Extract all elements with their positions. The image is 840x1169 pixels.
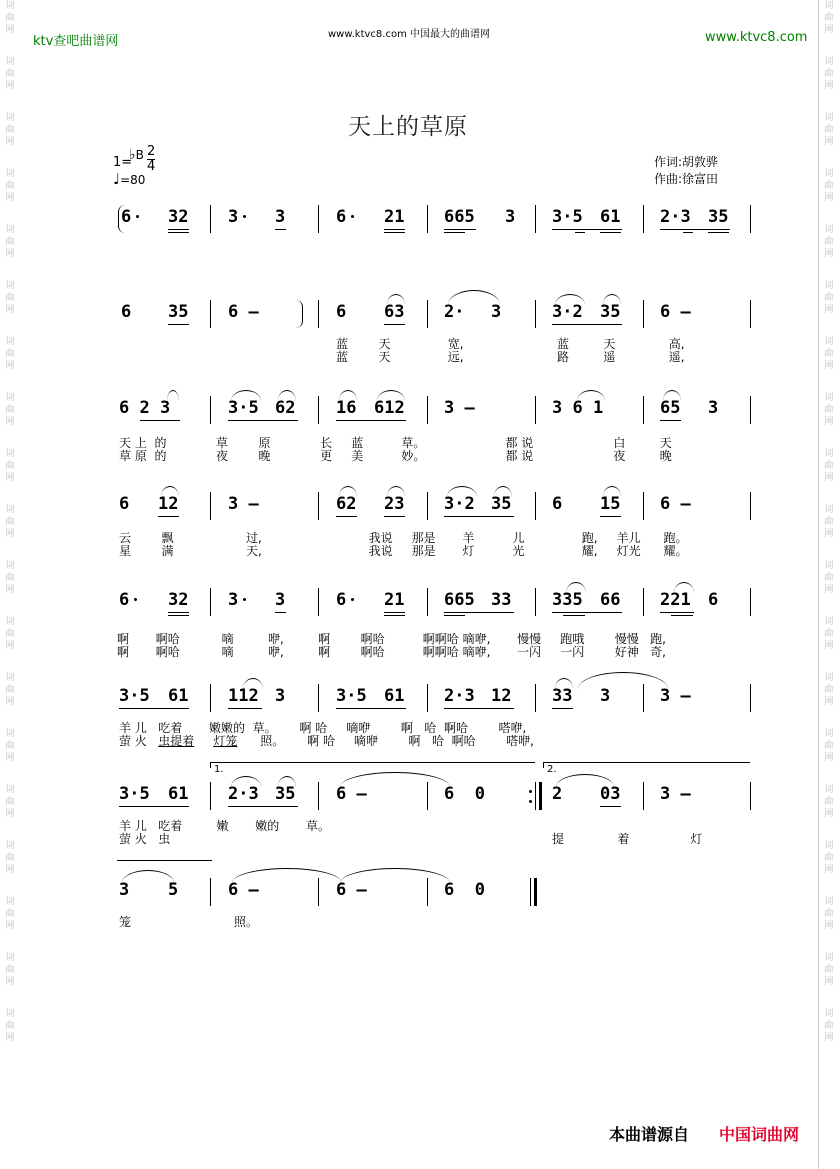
- note: 3: [275, 207, 286, 227]
- watermark-char: 词: [5, 169, 15, 179]
- watermark-char: 曲: [824, 965, 834, 975]
- watermark-char: 网: [824, 1033, 834, 1043]
- watermark-char: 曲: [824, 69, 834, 79]
- watermark-char: 词: [824, 505, 834, 515]
- watermark-char: 曲: [5, 181, 15, 191]
- time-signature-bottom: 4: [147, 159, 156, 174]
- watermark-char: 网: [824, 921, 834, 931]
- watermark-char: 曲: [824, 573, 834, 583]
- watermark-char: 曲: [824, 909, 834, 919]
- time-signature-top: 2: [147, 144, 156, 159]
- watermark-char: 曲: [824, 461, 834, 471]
- watermark-char: 词: [824, 57, 834, 67]
- watermark-char: 词: [824, 617, 834, 627]
- watermark-char: 词: [824, 337, 834, 347]
- watermark-char: 词: [824, 1009, 834, 1019]
- watermark-char: 词: [824, 1, 834, 11]
- watermark-char: 曲: [824, 181, 834, 191]
- second-ending-label: 2.: [547, 764, 557, 775]
- watermark-char: 曲: [5, 853, 15, 863]
- key-label: 1=: [113, 155, 133, 170]
- watermark-char: 网: [824, 137, 834, 147]
- score-row-2: 6 35 6 – 6 63 2· 3 3·2 35 6 – 蓝 天 宽, 蓝 天 远, 蓝 天 高, 路 遥 遥,: [0, 300, 840, 370]
- watermark-char: 词: [824, 729, 834, 739]
- watermark-char: 网: [5, 977, 15, 987]
- watermark-char: 网: [824, 585, 834, 595]
- watermark-char: 曲: [824, 237, 834, 247]
- watermark-char: 曲: [824, 1021, 834, 1031]
- watermark-char: 词: [824, 673, 834, 683]
- watermark-char: 网: [5, 921, 15, 931]
- watermark-char: 词: [5, 505, 15, 515]
- watermark-char: 网: [824, 865, 834, 875]
- watermark-char: 曲: [5, 517, 15, 527]
- song-title: 天上的草原: [348, 114, 468, 140]
- score-row-5: 6 32 3 3 6 21 665 33 335 66 221 6 啊 啊哈 嘀 咿, 啊 啊哈 啊啊哈 嘀咿, 慢慢 跑哦 慢慢 跑, 啊 啊哈 嘀 咿, 啊 啊哈 啊啊哈 嘀咿, 一闪 一闪 好神 奇,: [0, 588, 840, 658]
- watermark-char: 曲: [824, 405, 834, 415]
- watermark-char: 网: [5, 25, 15, 35]
- watermark-char: 词: [5, 449, 15, 459]
- watermark-char: 曲: [5, 1021, 15, 1031]
- watermark-char: 网: [5, 809, 15, 819]
- note: 6: [121, 207, 132, 227]
- note: 3: [505, 207, 516, 227]
- watermark-char: 曲: [5, 13, 15, 23]
- watermark-char: 网: [824, 473, 834, 483]
- watermark-char: 网: [824, 249, 834, 259]
- watermark-char: 网: [5, 865, 15, 875]
- site-name-left[interactable]: ktv查吧曲谱网: [33, 34, 119, 49]
- watermark-char: 网: [5, 249, 15, 259]
- watermark-char: 网: [824, 977, 834, 987]
- edge-divider: [818, 0, 819, 1169]
- watermark-char: 网: [5, 529, 15, 539]
- watermark-char: 曲: [5, 405, 15, 415]
- note: 21: [384, 207, 405, 227]
- note: 3·5: [552, 207, 583, 227]
- score-row-8: 3 5 6 – 6 – 6 0 笼 照。: [0, 878, 840, 948]
- watermark-char: 网: [824, 697, 834, 707]
- watermark-char: 词: [824, 953, 834, 963]
- watermark-char: 曲: [824, 517, 834, 527]
- watermark-char: 网: [824, 753, 834, 763]
- watermark-char: 词: [5, 393, 15, 403]
- watermark-char: 网: [5, 361, 15, 371]
- composer-credit: 作曲:徐富田: [654, 172, 719, 186]
- watermark-char: 网: [824, 361, 834, 371]
- site-tagline: www.ktvc8.com 中国最大的曲谱网: [328, 29, 491, 40]
- first-ending-label: 1.: [214, 764, 224, 775]
- tempo-marking: ♩=80: [113, 170, 146, 188]
- watermark-char: 曲: [5, 965, 15, 975]
- watermark-char: 网: [824, 529, 834, 539]
- watermark-char: 网: [824, 305, 834, 315]
- lyricist-credit: 作词:胡敦骅: [654, 155, 719, 169]
- edge-watermark-right: [821, 0, 837, 1169]
- watermark-char: 曲: [5, 349, 15, 359]
- score-row-7: 1. 2. 3·5 61 2·3 35 6 – 6 0 2 03 3 – 羊 儿 吃着 嫩 嫩的 草。 萤 火 虫 提 着 灯: [0, 782, 840, 852]
- watermark-char: 曲: [5, 237, 15, 247]
- score-row-6: 3·5 61 112 3 3·5 61 2·3 12 33 3 3 – 羊 儿 吃着 嫩嫩的 草。 啊 哈 嘀咿 啊 哈 啊哈 嗒咿, 萤 火 虫提着 灯笼 照。 啊 哈 嘀咿 啊 哈 啊哈 嗒咿,: [0, 684, 840, 754]
- watermark-char: 曲: [5, 69, 15, 79]
- watermark-char: 词: [5, 1, 15, 11]
- watermark-char: 网: [5, 753, 15, 763]
- watermark-char: 曲: [824, 13, 834, 23]
- note: 665: [444, 207, 475, 227]
- watermark-char: 词: [824, 225, 834, 235]
- quarter-note-icon: ♩: [113, 170, 121, 188]
- watermark-char: 网: [824, 417, 834, 427]
- score-row-1: [0, 205, 840, 275]
- watermark-char: 词: [5, 57, 15, 67]
- watermark-char: 曲: [5, 685, 15, 695]
- watermark-char: 曲: [5, 293, 15, 303]
- watermark-char: 词: [824, 393, 834, 403]
- watermark-char: 网: [5, 585, 15, 595]
- watermark-char: 网: [5, 137, 15, 147]
- watermark-char: 曲: [5, 573, 15, 583]
- watermark-char: 网: [5, 417, 15, 427]
- watermark-char: 词: [5, 953, 15, 963]
- watermark-char: 曲: [5, 909, 15, 919]
- note: 2·3: [660, 207, 691, 227]
- note: 32: [168, 207, 189, 227]
- note: 6: [336, 207, 347, 227]
- watermark-char: 曲: [824, 685, 834, 695]
- watermark-char: 网: [5, 1033, 15, 1043]
- watermark-char: 词: [5, 1009, 15, 1019]
- watermark-char: 词: [5, 337, 15, 347]
- watermark-char: 曲: [5, 461, 15, 471]
- watermark-char: 曲: [824, 293, 834, 303]
- watermark-char: 网: [5, 305, 15, 315]
- score-row-3: 6 2 3 3·5 62 16 612 3 – 3 6 1 65 3 天 上 的 草 原 长 蓝 草。 都 说 白 天 草 原 的 夜 晚 更 美 妙。 都 说 夜 晚: [0, 396, 840, 466]
- watermark-char: 曲: [824, 853, 834, 863]
- watermark-char: 网: [824, 25, 834, 35]
- watermark-char: 词: [5, 785, 15, 795]
- note: 3: [228, 207, 239, 227]
- watermark-char: 词: [5, 225, 15, 235]
- duration-dot: [136, 215, 139, 218]
- watermark-char: 网: [824, 193, 834, 203]
- watermark-char: 网: [5, 641, 15, 651]
- watermark-char: 词: [824, 449, 834, 459]
- watermark-char: 曲: [824, 797, 834, 807]
- watermark-char: 曲: [5, 741, 15, 751]
- note: 35: [708, 207, 729, 227]
- watermark-char: 曲: [5, 125, 15, 135]
- watermark-char: 网: [824, 81, 834, 91]
- watermark-char: 词: [5, 561, 15, 571]
- site-url-right[interactable]: www.ktvc8.com: [705, 30, 808, 45]
- watermark-char: 曲: [824, 741, 834, 751]
- watermark-char: 词: [824, 281, 834, 291]
- time-signature: [147, 145, 155, 174]
- watermark-char: 词: [824, 897, 834, 907]
- watermark-char: 词: [5, 113, 15, 123]
- watermark-char: 网: [5, 697, 15, 707]
- watermark-char: 曲: [824, 125, 834, 135]
- watermark-char: 词: [5, 281, 15, 291]
- footer-source-site[interactable]: 中国词曲网: [719, 1125, 800, 1144]
- watermark-char: 词: [824, 561, 834, 571]
- watermark-char: 曲: [5, 797, 15, 807]
- score-row-4: 6 12 3 – 62 23 3·2 35 6 15 6 – 云 飘 过, 我说 那是 羊 儿 跑, 羊儿 跑。 星 满 天, 我说 那是 灯 光 耀, 灯光 耀。: [0, 492, 840, 562]
- watermark-char: 词: [824, 169, 834, 179]
- watermark-char: 曲: [5, 629, 15, 639]
- watermark-char: 词: [824, 113, 834, 123]
- watermark-char: 网: [824, 641, 834, 651]
- repeat-bracket-end: [296, 300, 303, 328]
- watermark-char: 词: [5, 729, 15, 739]
- footer-source-label: 本曲谱源自: [609, 1125, 690, 1144]
- edge-watermark-left: [2, 0, 18, 1169]
- watermark-char: 曲: [824, 629, 834, 639]
- note: 61: [600, 207, 621, 227]
- watermark-char: 网: [824, 809, 834, 819]
- watermark-char: 词: [5, 617, 15, 627]
- watermark-char: 曲: [824, 349, 834, 359]
- watermark-char: 网: [5, 473, 15, 483]
- watermark-char: 词: [824, 785, 834, 795]
- watermark-char: 词: [824, 841, 834, 851]
- watermark-char: 网: [5, 193, 15, 203]
- watermark-char: 词: [5, 897, 15, 907]
- flat-sign: ♭B: [129, 147, 144, 163]
- watermark-char: 词: [5, 841, 15, 851]
- watermark-char: 词: [5, 673, 15, 683]
- watermark-char: 网: [5, 81, 15, 91]
